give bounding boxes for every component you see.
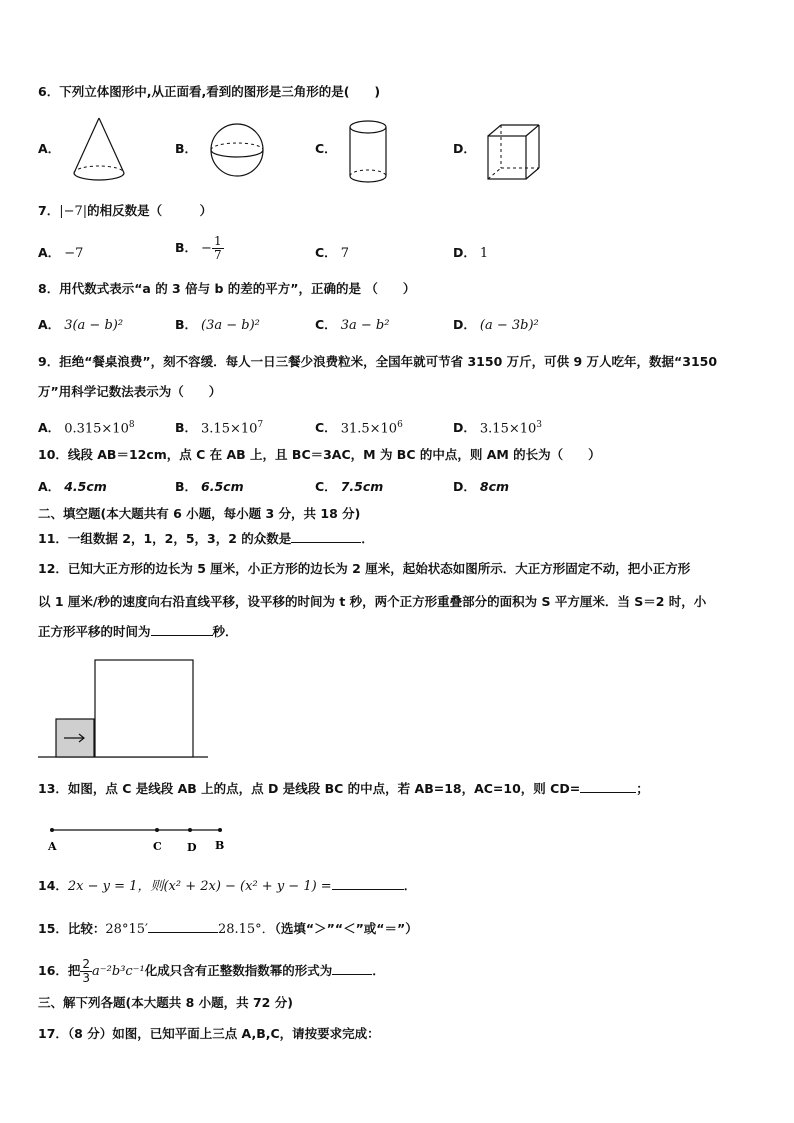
q14-expression: (x² + 2x) − (x² + y − 1) = [163, 879, 332, 894]
q9-option-a[interactable] [38, 416, 135, 438]
q15-stem [38, 920, 418, 939]
q7-abs-expr: |−7| [59, 204, 88, 219]
q7-option-b[interactable] [175, 235, 224, 262]
q12-end: 秒． [212, 624, 238, 639]
fraction-numerator: 2 [82, 957, 91, 971]
option-label: B． [175, 141, 198, 156]
section-heading-fill-blank: 二、填空题(本大题共有 6 小题，每小题 3 分，共 18 分) [38, 506, 361, 521]
option-value: 3(a − b)² [64, 318, 124, 333]
option-label: A． [38, 420, 61, 436]
option-value: 7 [340, 246, 349, 261]
cylinder-icon [346, 118, 396, 188]
q9-option-c[interactable] [315, 416, 403, 438]
option-sign: − [201, 241, 212, 256]
q8-stem: 8．用代数式表示“a 的 3 倍与 b 的差的平方”，正确的是 （ ） [38, 281, 416, 296]
q12-stem-line3 [38, 623, 238, 641]
option-value: 0.315×10 [64, 421, 129, 437]
label-a: A [48, 840, 57, 853]
option-exponent: 7 [257, 420, 264, 430]
q13-end: ； [636, 781, 649, 796]
q16-expression: a⁻²b³c⁻¹ [92, 964, 145, 979]
q7-stem-text: 的相反数是（ ） [87, 203, 213, 218]
option-label: C． [315, 479, 337, 494]
q8-option-a[interactable] [38, 316, 123, 335]
q11-stem [38, 530, 374, 548]
q7-number: 7． [38, 203, 60, 218]
q8-option-c[interactable] [315, 316, 389, 335]
q14-stem [38, 877, 416, 896]
q8-option-b[interactable] [175, 316, 260, 335]
option-value: 3.15×10 [201, 421, 258, 437]
q14-condition: 2x − y = 1，则 [67, 879, 164, 894]
q7-option-a[interactable] [38, 244, 83, 263]
q13-stem [38, 780, 649, 798]
option-exponent: 6 [397, 420, 403, 430]
option-value: 3.15×10 [479, 421, 537, 437]
q6-option-c[interactable] [315, 140, 341, 159]
point-c [155, 828, 159, 832]
q16-stem [38, 958, 385, 985]
q6-option-a[interactable] [38, 140, 64, 159]
section-heading-solve: 三、解下列各题(本大题共 8 小题，共 72 分) [38, 995, 293, 1010]
option-value: 6.5cm [201, 479, 244, 494]
option-label: B． [175, 317, 198, 332]
answer-blank[interactable] [332, 877, 404, 890]
point-a [50, 828, 54, 832]
cuboid-icon [485, 120, 545, 184]
option-label: A． [38, 245, 61, 260]
option-label: C． [315, 420, 337, 436]
q10-option-a[interactable] [38, 478, 107, 497]
q15-text: 15．比较： [38, 921, 106, 936]
q7-stem [38, 202, 212, 221]
q15-hint: （选填“＞”“＜”或“＝”） [274, 921, 418, 936]
q11-text: 11．一组数据 2，1，2，5，3，2 的众数是 [38, 531, 292, 546]
option-label: A． [38, 479, 61, 494]
label-b: B [215, 839, 225, 852]
answer-blank[interactable] [148, 920, 218, 933]
q16-end: ． [372, 963, 385, 978]
option-value: 4.5cm [64, 479, 107, 494]
q7-option-d[interactable] [453, 244, 488, 263]
q9-stem-line2: 万”用科学记数法表示为（ ） [38, 384, 222, 399]
option-value: 7.5cm [340, 479, 384, 494]
option-value: 1 [479, 246, 489, 261]
q15-left-value: 28°15′ [105, 922, 148, 937]
option-value: −7 [64, 246, 84, 261]
q14-number: 14． [38, 878, 68, 893]
q10-option-b[interactable] [175, 478, 244, 497]
option-value: (3a − b)² [201, 318, 260, 333]
q12-text: 正方形平移的时间为 [38, 624, 151, 639]
q11-end: ． [361, 531, 374, 546]
answer-blank[interactable] [151, 623, 213, 636]
answer-blank[interactable] [291, 530, 361, 543]
q8-option-d[interactable] [453, 316, 539, 335]
fraction-numerator: 1 [213, 234, 222, 248]
q14-end: ． [403, 878, 417, 893]
q9-option-d[interactable] [453, 416, 542, 438]
q17-stem: 17．（8 分）如图，已知平面上三点 A,B,C，请按要求完成： [38, 1026, 380, 1041]
label-d: D [187, 841, 197, 854]
q6-stem: 6．下列立体图形中,从正面看,看到的图形是三角形的是( ) [38, 84, 381, 99]
q10-option-d[interactable] [453, 478, 509, 497]
option-label: A． [38, 317, 61, 332]
squares-diagram [38, 657, 238, 761]
q13-text: 13．如图，点 C 是线段 AB 上的点，点 D 是线段 BC 的中点，若 AB=18，AC=10，则 CD= [38, 781, 581, 796]
q15-right-value: 28.15°． [217, 922, 275, 937]
fraction [212, 235, 224, 262]
label-c: C [153, 840, 162, 853]
option-value: (a − 3b)² [479, 318, 539, 333]
q12-stem-line1: 12．已知大正方形的边长为 5 厘米，小正方形的边长为 2 厘米，起始状态如图所示．大正方形固定不动，把小正方形 [38, 561, 691, 576]
cone-icon [70, 115, 130, 187]
q16-number: 16．把 [38, 963, 81, 978]
q9-stem-line1: 9．拒绝“餐桌浪费”，刻不容缓．每人一日三餐少浪费粒米，全国年就可节省 3150 万斤，可供 9 万人吃年，数据“3150 [38, 354, 718, 369]
option-value: 3a − b² [340, 318, 390, 333]
point-d [188, 828, 192, 832]
option-label: B． [175, 240, 198, 255]
option-label: D． [453, 479, 476, 494]
fraction-denominator: 3 [82, 971, 91, 985]
option-label: B． [175, 479, 198, 494]
q6-option-d[interactable] [453, 140, 480, 159]
q16-text: 化成只含有正整数指数幂的形式为 [144, 963, 333, 978]
option-label: C． [315, 141, 337, 156]
q12-stem-line2: 以 1 厘米/秒的速度向右沿直线平移，设平移的时间为 t 秒，两个正方形重叠部分的面积为 S 平方厘米．当 S＝2 时，小 [38, 594, 707, 609]
large-square [95, 660, 193, 757]
point-b [218, 828, 222, 832]
option-label: D． [453, 420, 476, 436]
q6-option-b[interactable] [175, 140, 201, 159]
answer-blank[interactable] [580, 780, 636, 793]
q10-option-c[interactable] [315, 478, 383, 497]
fraction [80, 958, 92, 985]
option-label: D． [453, 141, 476, 156]
option-label: C． [315, 317, 337, 332]
q9-option-b[interactable] [175, 416, 263, 438]
option-exponent: 3 [536, 420, 543, 430]
answer-blank[interactable] [332, 962, 372, 975]
option-value: 31.5×10 [340, 421, 398, 437]
option-label: D． [453, 245, 476, 260]
fraction-denominator: 7 [213, 248, 222, 262]
q7-option-c[interactable] [315, 244, 349, 263]
option-exponent: 8 [128, 420, 135, 430]
option-label: A． [38, 141, 61, 156]
sphere-icon [206, 122, 270, 180]
segment-diagram [44, 822, 234, 856]
option-label: B． [175, 420, 198, 436]
option-label: D． [453, 317, 476, 332]
q10-stem: 10．线段 AB＝12cm，点 C 在 AB 上，且 BC＝3AC，M 为 BC 的中点，则 AM 的长为（ ） [38, 447, 601, 462]
option-label: C． [315, 245, 337, 260]
option-value: 8cm [479, 479, 510, 494]
